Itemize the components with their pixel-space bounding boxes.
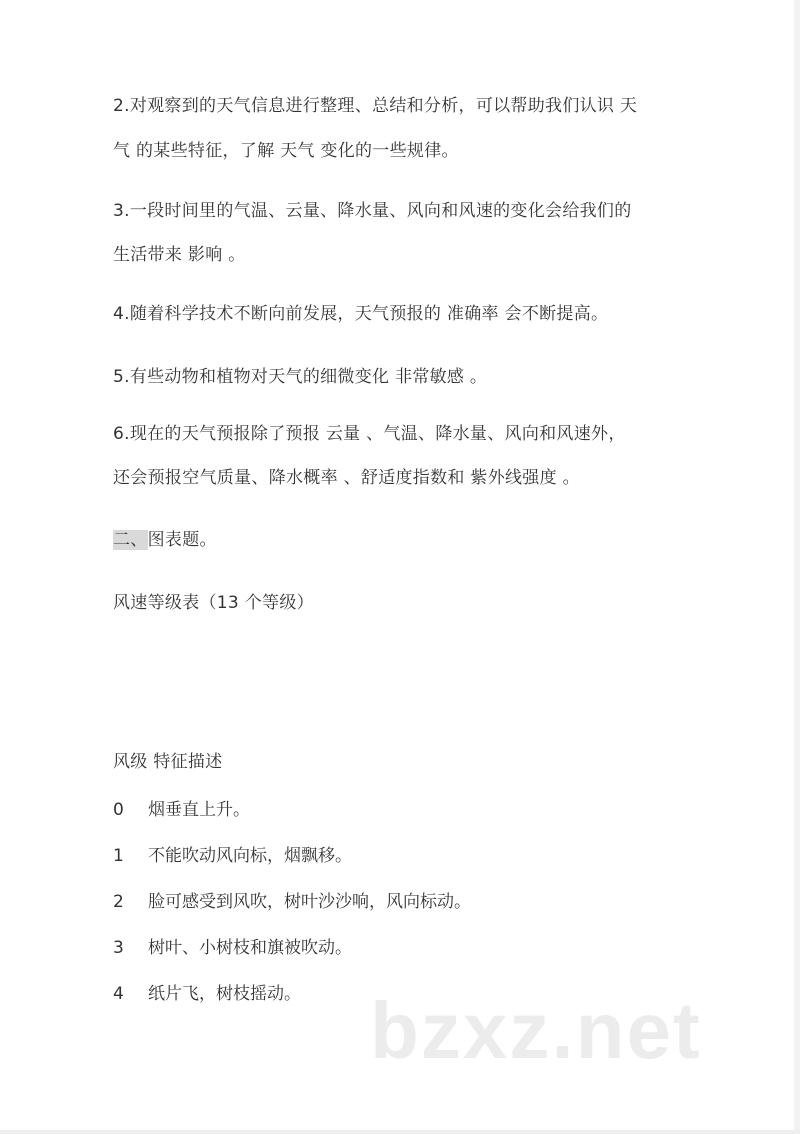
wind-level: 1 (113, 846, 124, 866)
wind-description: 纸片飞，树枝摇动。 (148, 984, 301, 1004)
wind-level: 2 (113, 892, 124, 912)
watermark: bzxz.net (370, 986, 702, 1075)
wind-level: 0 (113, 800, 124, 820)
table-header: 风级 特征描述 (113, 752, 223, 772)
page-edge (794, 0, 800, 1134)
wind-description: 树叶、小树枝和旗被吹动。 (148, 938, 352, 958)
wind-level: 3 (113, 938, 124, 958)
section-title: 图表题。 (147, 530, 217, 550)
paragraph-line: 还会预报空气质量、降水概率 、舒适度指数和 紫外线强度 。 (113, 468, 580, 488)
table-title: 风速等级表（13 个等级） (113, 593, 314, 613)
paragraph-line: 6.现在的天气预报除了预报 云量 、气温、降水量、风向和风速外， (113, 424, 626, 444)
wind-description: 不能吹动风向标，烟飘移。 (148, 846, 352, 866)
wind-level: 4 (113, 984, 124, 1004)
section-number: 二、 (113, 530, 148, 550)
paragraph-line: 5.有些动物和植物对天气的细微变化 非常敏感 。 (113, 367, 488, 387)
paragraph-line: 4.随着科学技术不断向前发展，天气预报的 准确率 会不断提高。 (113, 304, 609, 324)
wind-description: 脸可感受到风吹，树叶沙沙响，风向标动。 (148, 892, 471, 912)
paragraph-line: 生活带来 影响 。 (113, 245, 246, 265)
paragraph-line: 2.对观察到的天气信息进行整理、总结和分析，可以帮助我们认识 天 (113, 96, 638, 116)
page-bottom-border (0, 1130, 800, 1134)
paragraph-line: 气 的某些特征，了解 天气 变化的一些规律。 (113, 141, 459, 161)
wind-description: 烟垂直上升。 (148, 800, 250, 820)
section-heading (113, 529, 217, 551)
paragraph-line: 3.一段时间里的气温、云量、降水量、风向和风速的变化会给我们的 (113, 201, 632, 221)
